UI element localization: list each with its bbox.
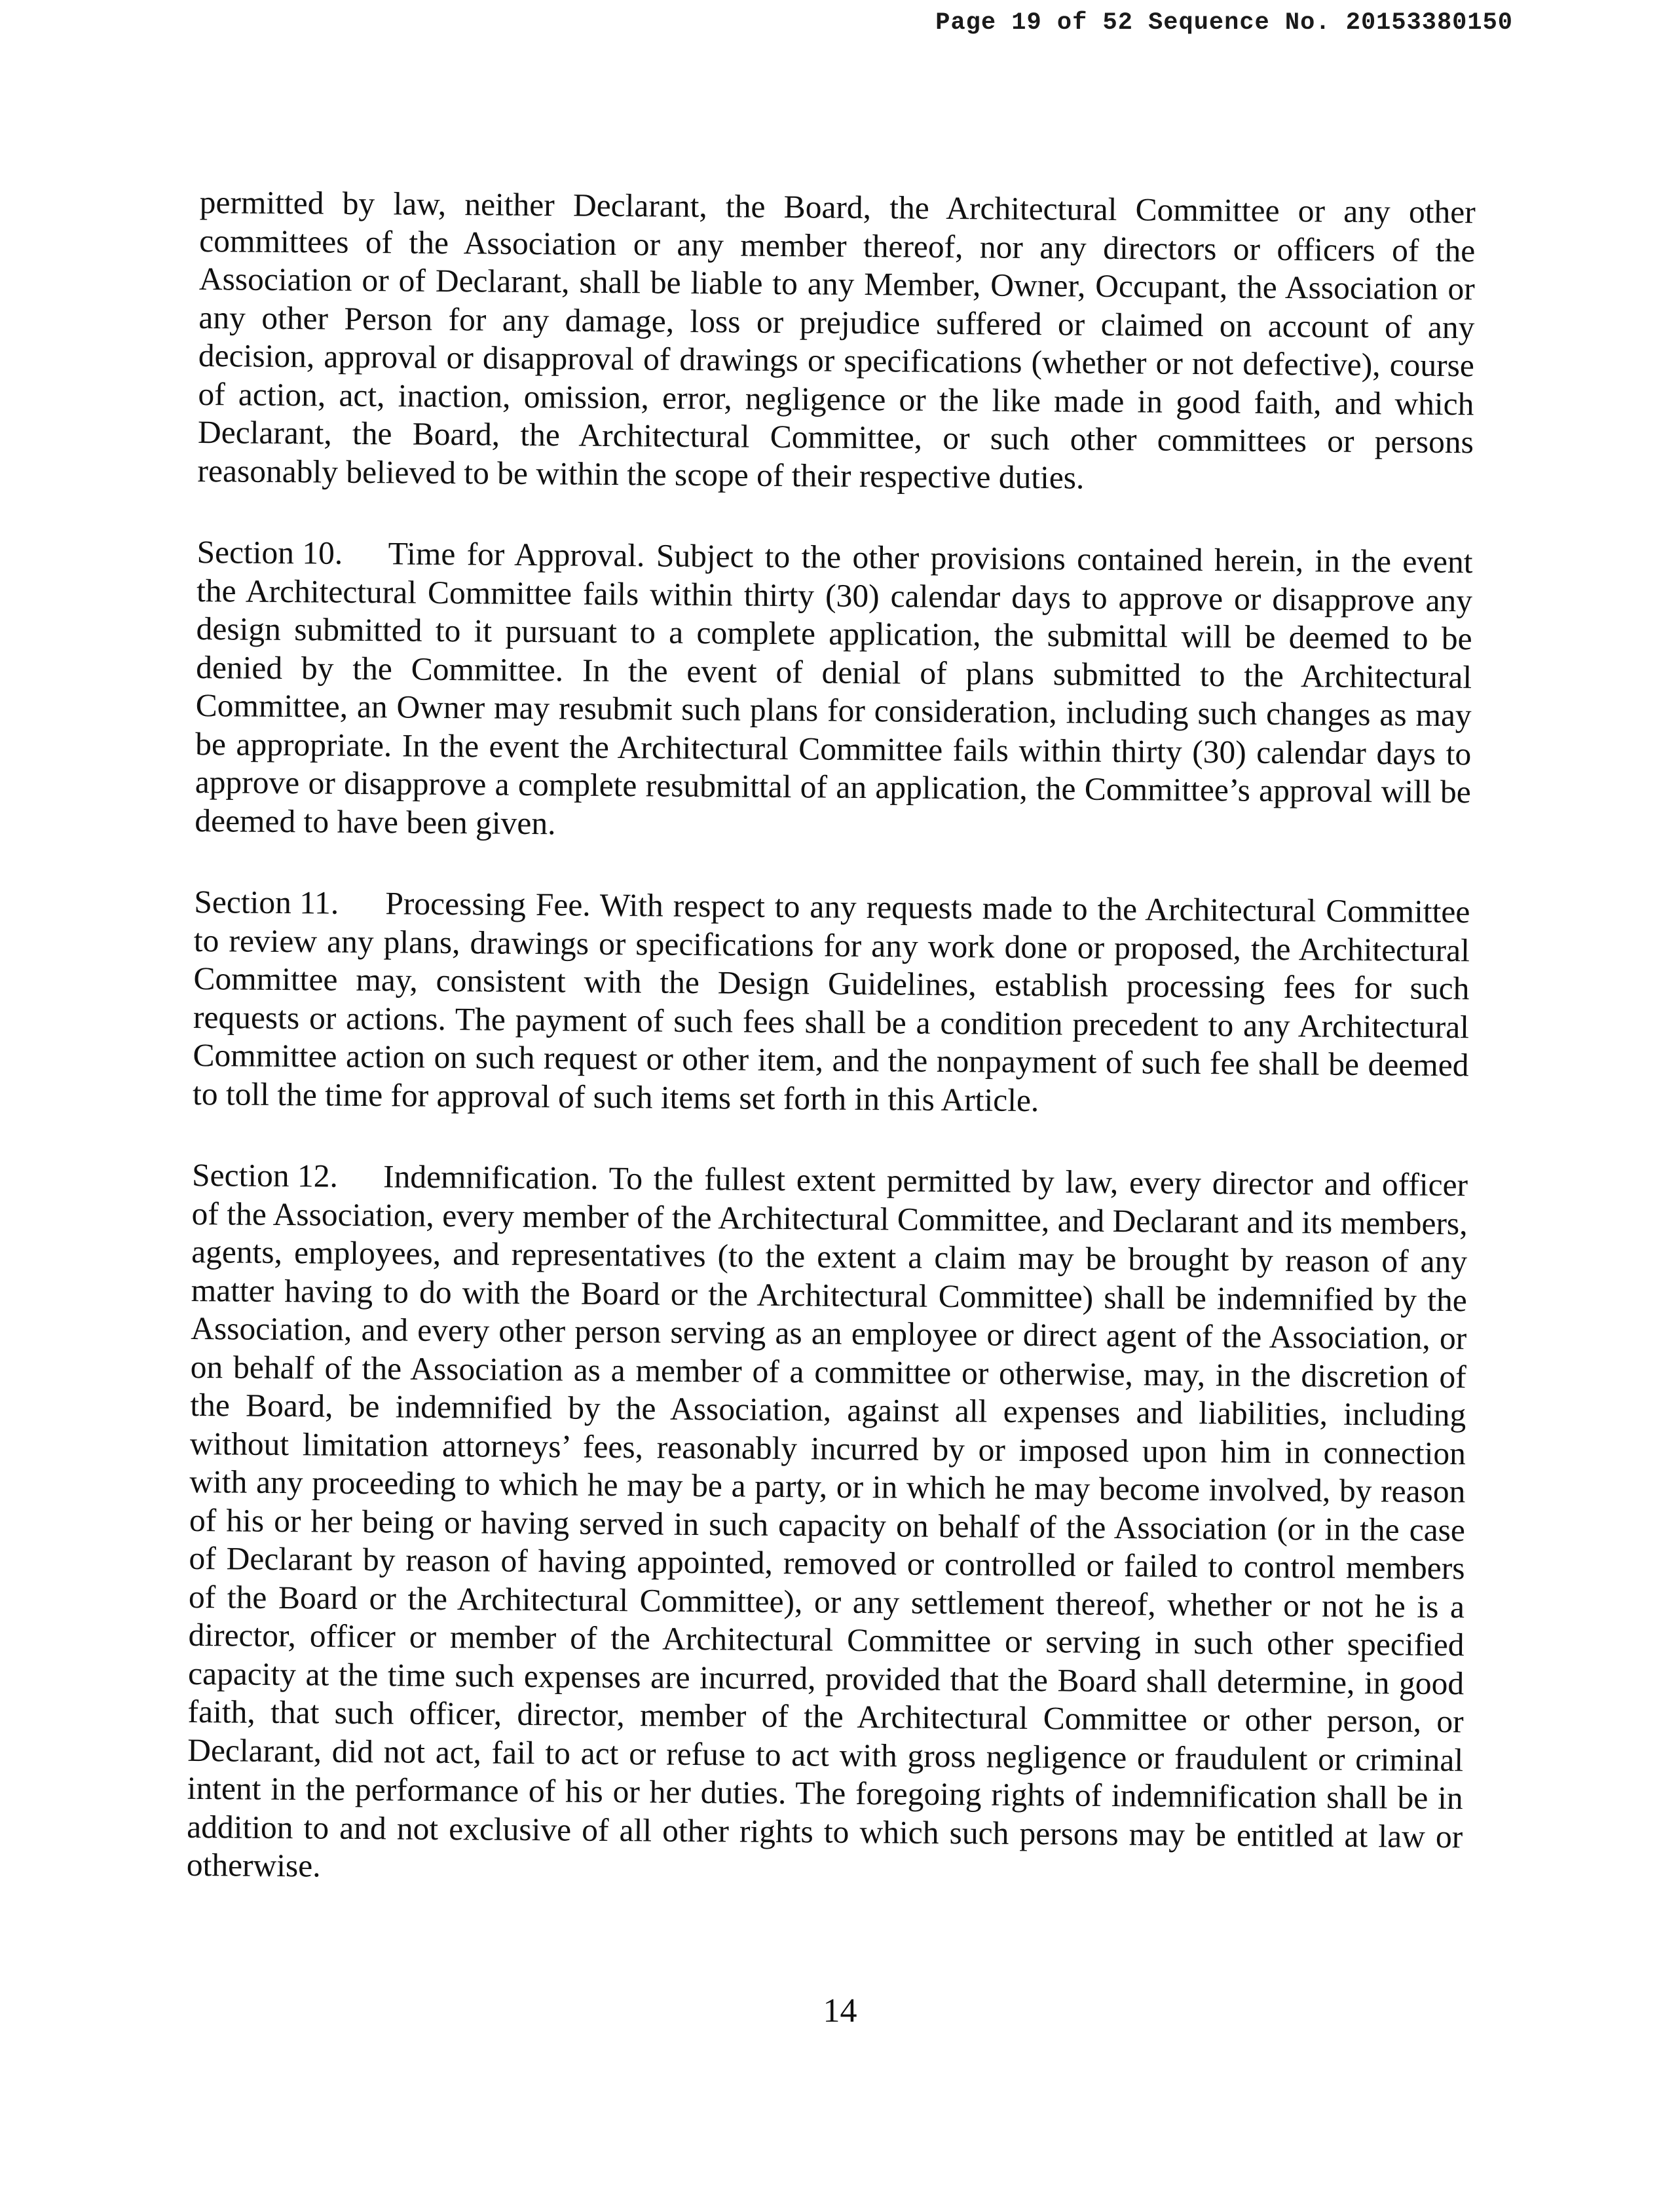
section-11-text: Processing Fee. With respect to any requests made to the Architectural Committee to review any plans, drawings or specifications for any work done or proposed, the Architectural Committee may, consistent with the Design Guidelines, establish processing fees for such requests or actions. The payment of such fees shall be a condition precedent to any Architectural Committee action on such request or other item, and the nonpayment of such fee shall be deemed to toll the time for approval of such items set forth in this Article. xyxy=(192,885,1470,1118)
continuation-paragraph: permitted by law, neither Declarant, the Board, the Architectural Committee or any other committees of the Association or any member thereof, nor any directors or officers of the Association or of Declarant, shall be liable to any Member, Owner, Occupant, the Association or any other Person for any damage, loss or prejudice suffered or claimed on account of any decision, approval or disapproval of drawings or specifications (whether or not defective), course of action, act, inaction, omission, error, negligence or the like made in good faith, and which Declarant, the Board, the Architectural Committee, or such other committees or persons reasonably believed to be within the scope of their respective duties. xyxy=(197,183,1476,496)
page-header-sequence: Page 19 of 52 Sequence No. 20153380150 xyxy=(935,9,1513,37)
section-12-text: Indemnification. To the fullest extent permitted by law, every director and officer of the Association, every member of the Architectural Committee, and Declarant and its members, agents, employees, and representatives (to the extent a claim may be brought by reason of any matter having to do with the Board or the Architectural Committee) shall be indemnified by the Association, and every other person serving as an employee or direct agent of the Association, or on behalf of the Association as a member of a committee or otherwise, may, in the discretion of the Board, be indemnified by the Association, against all expenses and liabilities, including without limitation attorneys’ fees, reasonably incurred by or imposed upon him in connection with any proceeding to which he may be a party, or in which he may become involved, by reason of his or her being or having served in such capacity on behalf of the Association (or in the case of Declarant by reason of having appointed, removed or controlled or failed to control members of the Board or the Architectural Committee), or any settlement thereof, whether or not he is a director, officer or member of the Architectural Committee or serving in such other specified capacity at the time such expenses are incurred, provided that the Board shall determine, in good faith, that such officer, director, member of the Architectural Committee or other person, or Declarant, did not act, fail to act or refuse to act with gross negligence or fraudulent or criminal intent in the performance of his or her duties. The foregoing rights of indemnification shall be in addition to and not exclusive of all other rights to which such persons may be entitled at law or otherwise. xyxy=(186,1158,1468,1884)
section-10-text: Time for Approval. Subject to the other provisions contained herein, in the event the Architectural Committee fails within thirty (30) calendar days to approve or disapprove any design submitted to it pursuant to a complete application, the submittal will be deemed to be denied by the Committee. In the event of denial of plans submitted to the Architectural Committee, an Owner may resubmit such plans for consideration, including such changes as may be appropriate. In the event the Architectural Committee fails within thirty (30) calendar days to approve or disapprove a complete resubmittal of an application, the Committee’s approval will be deemed to have been given. xyxy=(195,535,1473,841)
section-10-number: Section 10. xyxy=(196,533,343,571)
page-number: 14 xyxy=(823,1992,857,2030)
section-11-number: Section 11. xyxy=(194,883,339,921)
section-12-number: Section 12. xyxy=(191,1156,339,1194)
section-10-paragraph xyxy=(195,533,1473,850)
section-11-paragraph xyxy=(193,883,1470,1123)
document-body xyxy=(186,183,1476,1938)
section-12-paragraph xyxy=(187,1156,1468,1895)
